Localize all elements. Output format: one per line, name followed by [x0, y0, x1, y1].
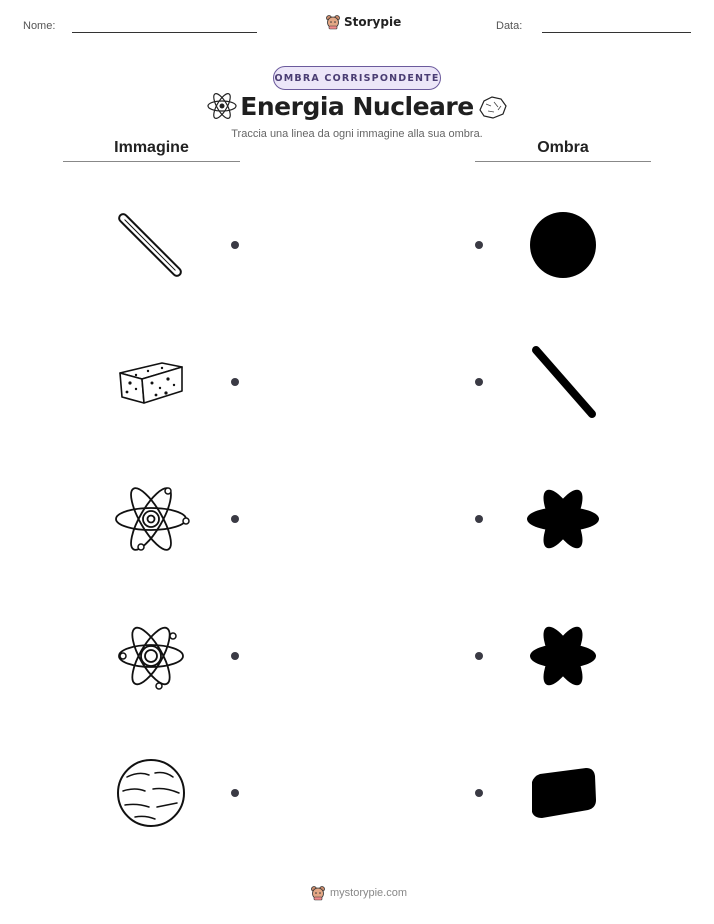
- worksheet-type-badge: OMBRA CORRISPONDENTE: [273, 66, 441, 90]
- name-line[interactable]: [72, 32, 257, 33]
- right-connect-dot-1[interactable]: [475, 241, 483, 249]
- right-connect-dot-4[interactable]: [475, 652, 483, 660]
- left-connect-dot-1[interactable]: [231, 241, 239, 249]
- left-connect-dot-4[interactable]: [231, 652, 239, 660]
- footer-brand: [310, 885, 407, 901]
- rock-title-icon: [476, 94, 508, 120]
- sphere-icon: [115, 757, 187, 829]
- atom-shadow: [528, 620, 598, 692]
- instructions: Traccia una linea da ogni immagine alla sua ombra.: [231, 128, 483, 140]
- footer-site[interactable]: mystorypie.com: [330, 887, 408, 899]
- column-underline-right: [475, 161, 651, 162]
- date-label: Data:: [496, 20, 523, 32]
- brand-name: Storypie: [344, 15, 402, 29]
- left-connect-dot-3[interactable]: [231, 515, 239, 523]
- block-shadow: [526, 766, 598, 820]
- porous-block-icon: [112, 355, 188, 411]
- column-header-image: Immagine: [114, 139, 189, 156]
- page-title: Energia Nucleare: [240, 92, 474, 121]
- bear-logo-icon: [325, 14, 341, 30]
- right-connect-dot-2[interactable]: [475, 378, 483, 386]
- circle-shadow: [528, 211, 598, 281]
- atom-shadow: [526, 486, 600, 552]
- right-connect-dot-5[interactable]: [475, 789, 483, 797]
- bear-logo-icon: [310, 885, 326, 901]
- atom-icon: [112, 483, 190, 555]
- name-label: Nome:: [23, 20, 56, 32]
- left-connect-dot-5[interactable]: [231, 789, 239, 797]
- right-connect-dot-3[interactable]: [475, 515, 483, 523]
- fuel-rod-icon: [110, 205, 190, 285]
- left-connect-dot-2[interactable]: [231, 378, 239, 386]
- column-underline-left: [63, 161, 240, 162]
- atom-icon: [115, 620, 187, 692]
- column-header-shadow: Ombra: [537, 139, 589, 156]
- brand-logo: [325, 14, 401, 30]
- date-line[interactable]: [542, 32, 691, 33]
- rod-shadow: [524, 340, 604, 424]
